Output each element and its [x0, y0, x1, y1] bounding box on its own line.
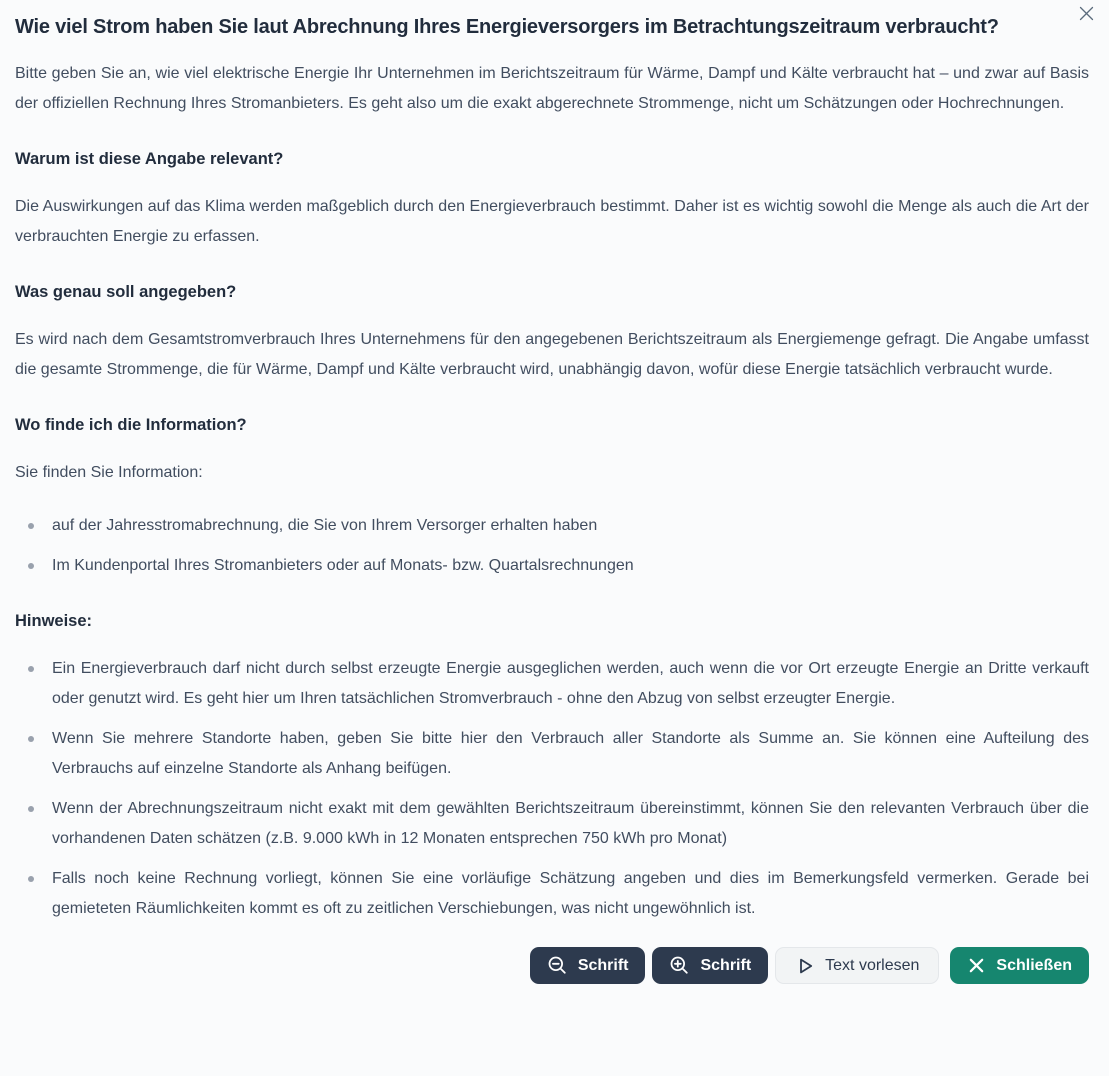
play-icon [795, 956, 815, 976]
button-label: Schrift [700, 956, 752, 974]
list-item: Wenn Sie mehrere Standorte haben, geben Sie bitte hier den Verbrauch aller Standorte als Summe an. Sie können eine Aufteilung des Verbrauchs auf einzelne Standorte als Anhang beifügen. [52, 724, 1089, 784]
section-body-relevant: Die Auswirkungen auf das Klima werden maßgeblich durch den Energieverbrauch bestimmt. Daher ist es wichtig sowohl die Menge als auch die Art der verbrauchten Energie zu erfassen. [15, 198, 1089, 245]
list-item: Im Kundenportal Ihres Stromanbieters oder auf Monats- bzw. Quartalsrechnungen [52, 551, 1089, 581]
dialog-toolbar [15, 947, 1089, 984]
x-icon [967, 956, 986, 975]
intro-paragraph: Bitte geben Sie an, wie viel elektrische Energie Ihr Unternehmen im Berichtszeitraum für Wärme, Dampf und Kälte verbraucht hat – und zwar auf Basis der offiziellen Rechnung Ihres Stromanbieters. Es geht also um die exakt abgerechnete Strommenge, nicht um Schätzungen oder Hochrechnungen. [15, 65, 1089, 112]
close-icon[interactable] [1075, 2, 1097, 24]
list-item: auf der Jahresstromabrechnung, die Sie von Ihrem Versorger erhalten haben [52, 511, 1089, 541]
section-body-what: Es wird nach dem Gesamtstromverbrauch Ihres Unternehmens für den angegebenen Berichtszeitraum als Energiemenge gefragt. Die Angabe umfasst die gesamte Strommenge, die für Wärme, Dampf und Kälte verbraucht wird, unabhängig davon, wofür diese Energie tatsächlich verbraucht wurde. [15, 331, 1089, 378]
section-heading-relevant: Warum ist diese Angabe relevant? [15, 150, 284, 168]
hints-list [15, 654, 1089, 924]
zoom-out-icon [547, 955, 568, 976]
list-item: Falls noch keine Rechnung vorliegt, können Sie eine vorläufige Schätzung angeben und dies im Bemerkungsfeld vermerken. Gerade bei gemieteten Räumlichkeiten kommt es oft zu zeitlichen Verschiebungen, was nicht ungewöhnlich ist. [52, 864, 1089, 924]
dialog-title: Wie viel Strom haben Sie laut Abrechnung Ihres Energieversorgers im Betrachtungszeitraum verbraucht? [15, 16, 999, 38]
button-label: Schließen [996, 956, 1072, 974]
section-intro-where: Sie finden Sie Information: [15, 464, 203, 481]
font-decrease-button[interactable] [530, 947, 646, 984]
list-item: Ein Energieverbrauch darf nicht durch selbst erzeugte Energie ausgeglichen werden, auch wenn die vor Ort erzeugte Energie an Dritte verkauft oder genutzt wird. Es geht hier um Ihren tatsächlichen Stromverbrauch - ohne den Abzug von selbst erzeugter Energie. [52, 654, 1089, 714]
list-item: Wenn der Abrechnungszeitraum nicht exakt mit dem gewählten Berichtszeitraum übereinstimmt, können Sie den relevanten Verbrauch über die vorhandenen Daten schätzen (z.B. 9.000 kWh in 12 Monaten entsprechen 750 kWh pro Monat) [52, 794, 1089, 854]
button-label: Schrift [577, 956, 629, 974]
section-heading-hints: Hinweise: [15, 612, 93, 630]
zoom-in-icon [669, 955, 690, 976]
section-heading-what: Was genau soll angegeben? [15, 283, 237, 301]
font-increase-button[interactable] [652, 947, 768, 984]
close-button[interactable] [950, 947, 1089, 984]
where-list [15, 511, 1089, 581]
read-aloud-button[interactable] [775, 947, 939, 984]
button-label: Text vorlesen [825, 956, 920, 974]
section-heading-where: Wo finde ich die Information? [15, 416, 247, 434]
